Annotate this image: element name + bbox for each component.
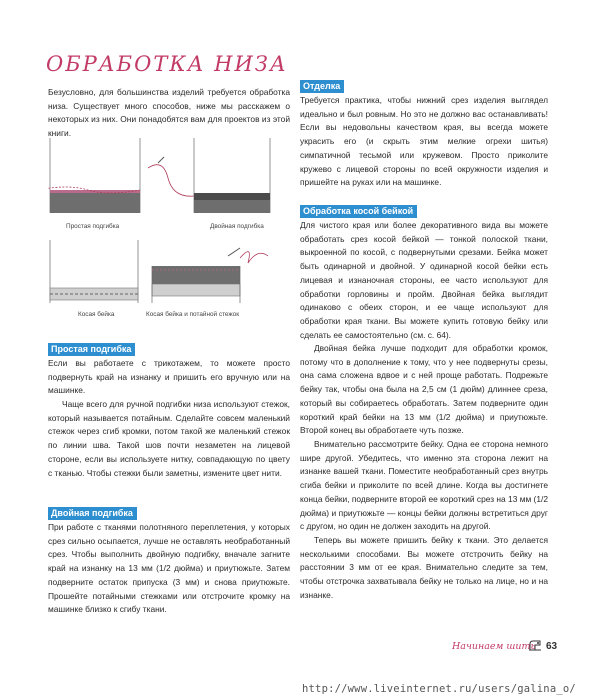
- sewing-machine-icon: [527, 639, 543, 652]
- intro-paragraph: Безусловно, для большинства изделий требуется обработка низа. Существует много способов, ниже мы расскажем о некоторых из них. Они понадобятся вам для проектов из этой книги.: [48, 87, 290, 139]
- caption-double-hem: Двойная подгибка: [210, 223, 264, 230]
- double-hem-drawing: [148, 138, 270, 213]
- footer-section-title: Начинаем шить: [452, 641, 536, 652]
- page-title: ОБРАБОТКА НИЗА: [46, 52, 288, 76]
- bias-tape-paragraph-3: Внимательно рассмотрите бейку. Одна ее сторона немного шире другой. Убедитесь, что именно эта сторона лежит на изнанке вашей ткани. Поместите необработанный срез внутрь сгиба бейки и приколите по всей длине. Когда вы достигнете конца бейки, подверните второй ее короткий срез на 13 мм (1/2 дюйма) и приутюжьте — концы бейки должны встретиться друг с другом, но один не должен заходить на другой.: [300, 439, 548, 532]
- caption-bias-tape: Косая бейка: [78, 311, 115, 318]
- page-number: 63: [546, 641, 558, 652]
- source-url: http://www.liveinternet.ru/users/galina_o/: [302, 683, 576, 695]
- heading-finishing: Отделка: [300, 80, 344, 93]
- caption-bias-tape-blindstitch: Косая бейка и потайной стежок: [146, 311, 240, 318]
- bias-tape-paragraph-4: Теперь вы можете пришить бейку к ткани. Это делается несколькими способами. Вы можете отстрочить бейку на расстоянии 3 мм от ее края. Внимательно следите за тем, чтобы отстрочка захватывала бейку не только на лице, но и на изнанке.: [300, 535, 548, 600]
- heading-simple-hem: Простая подгибка: [48, 343, 135, 356]
- heading-bias-tape: Обработка косой бейкой: [300, 205, 417, 218]
- bias-tape-paragraph-1: Для чистого края или более декоративного вида вы можете обработать срез косой бейкой — тонкой полоской ткани, выкроенной по косой, с подвернутыми срезами. Бейка может быть одинарной и двойной. У одинарной косой бейки есть лицевая и изнаночная стороны, ее часто используют для обработки горловины и пройм. Двойная бейка выглядит одинаково с обеих сторон, и ее чаще используют для обработки края ткани. Вы можете купить готовую бейку или сделать ее самостоятельно (см. с. 64).: [300, 220, 548, 340]
- caption-simple-hem: Простая подгибка: [66, 223, 120, 230]
- bias-tape-blindstitch-drawing: [152, 248, 268, 303]
- simple-hem-paragraph-2: Чаще всего для ручной подгибки низа используют стежок, который называется потайным. Сделайте совсем маленький стежок через сгиб кромки, потом такой же маленький стежок по линии шва. Такой шов почти незаметен на лицевой стороне, если вы используете нитку, совпадающую по цвету с тканью. Чтобы стежки были заметны, измените цвет нити.: [48, 399, 290, 478]
- double-hem-paragraph-1: При работе с тканями полотняного переплетения, у которых срез сильно осыпается, лучше не оставлять необработанный срез. Чтобы выполнить двойную подгибку, вначале загните край на изнанку на 13 мм (1/2 дюйма) и приутюжьте. Затем подверните остаток припуска (3 мм) и снова приутюжьте. Прошейте потайными стежками или отстрочите кромку на машинке близко к сгибу ткани.: [48, 522, 290, 615]
- bias-tape-drawing: [50, 240, 138, 303]
- bias-tape-paragraph-2: Двойная бейка лучше подходит для обработки кромок, потому что в дополнение к тому, что у нее подвернуты срезы, она сама сложена вдвое и с ней проще работать. Подрежьте бейку так, чтобы она была на 2,5 см (1 дюйм) длиннее среза, который вы собираетесь обработать. Затем подверните один короткий край бейки на 13 мм (1/2 дюйма) и приутюжьте. Второй конец вы обработаете чуть позже.: [300, 343, 548, 436]
- simple-hem-drawing: [48, 138, 140, 213]
- hem-illustrations: [48, 138, 290, 338]
- heading-double-hem: Двойная подгибка: [48, 507, 137, 520]
- simple-hem-paragraph-1: Если вы работаете с трикотажем, то можете просто подвернуть край на изнанку и пришить его вручную или на машинке.: [48, 358, 290, 396]
- finishing-paragraph-1: Требуется практика, чтобы нижний срез изделия выглядел идеально и был ровным. Но это не должно вас останавливать! Если вы недовольны качеством края, вы всегда можете украсить его (и скрыть этим мелкие огрехи шитья) симпатичной тесьмой или кружевом. Просто приколите кружево с лицевой стороны по всей окружности изделия и пришейте на руках или на машинке.: [300, 95, 548, 188]
